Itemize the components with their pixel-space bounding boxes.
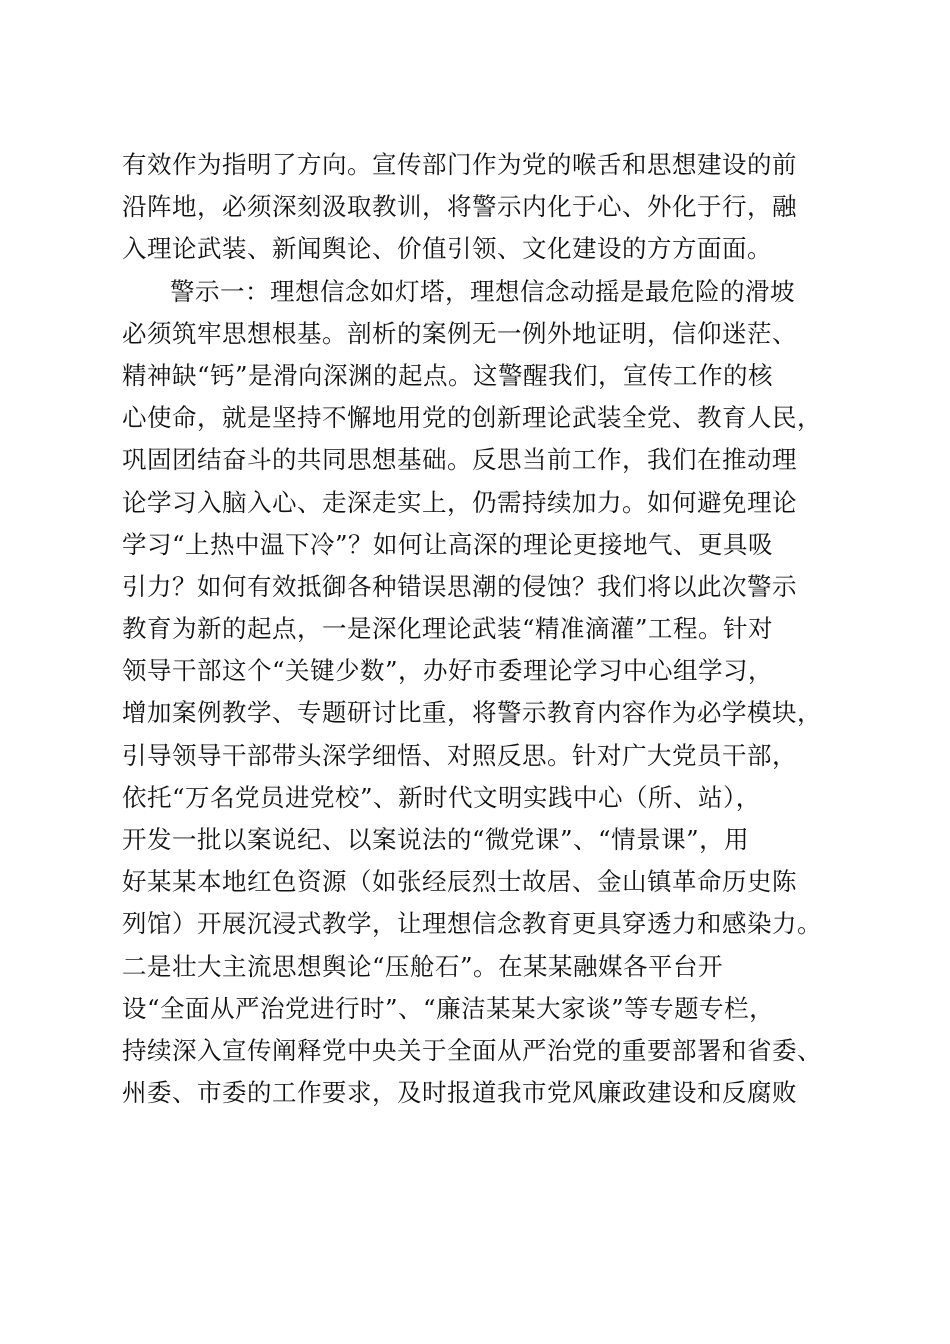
text-line: 州委、市委的工作要求，及时报道我市党风廉政建设和反腐败 [122,1078,797,1108]
text-line: 巩固团结奋斗的共同思想基础。反思当前工作，我们在推动理 [122,445,797,475]
text-line: 入理论武装、新闻舆论、价值引领、文化建设的方方面面。 [122,234,772,264]
body-text [122,144,842,1114]
text-line: 学习“上热中温下冷”？如何让高深的理论更接地气、更具吸 [122,529,774,559]
text-line: 持续深入宣传阐释党中央关于全面从严治党的重要部署和省委、 [122,1035,822,1065]
text-line: 必须筑牢思想根基。剖析的案例无一例外地证明，信仰迷茫、 [122,318,797,348]
text-line: 论学习入脑入心、走深走实上，仍需持续加力。如何避免理论 [122,487,797,517]
text-line: 教育为新的起点，一是深化理论武装“精准滴灌”工程。针对 [122,614,774,644]
text-line: 心使命，就是坚持不懈地用党的创新理论武装全党、教育人民， [122,403,822,433]
text-line: 沿阵地，必须深刻汲取教训，将警示内化于心、外化于行，融 [122,192,797,222]
text-line: 设“全面从严治党进行时”、“廉洁某某大家谈”等专题专栏， [122,993,775,1023]
text-line: 引力？如何有效抵御各种错误思潮的侵蚀？我们将以此次警示 [122,571,797,601]
text-line: 精神缺“钙”是滑向深渊的起点。这警醒我们，宣传工作的核 [122,360,774,390]
text-line: 有效作为指明了方向。宣传部门作为党的喉舌和思想建设的前 [122,150,797,179]
text-line: 领导干部这个“关键少数”，办好市委理论学习中心组学习， [122,656,774,686]
text-line: 开发一批以案说纪、以案说法的“微党课”、“情景课”，用 [122,825,750,854]
text-line: 依托“万名党员进党校”、新时代文明实践中心（所、站）， [122,782,761,812]
text-line: 二是壮大主流思想舆论“压舱石”。在某某融媒各平台开 [122,951,724,981]
text-line: 增加案例教学、专题研讨比重，将警示教育内容作为必学模块， [122,698,822,728]
text-line: 引导领导干部带头深学细悟、对照反思。针对广大党员干部， [122,740,797,770]
paragraph-start-line: 警示一：理想信念如灯塔，理想信念动摇是最危险的滑坡 [170,276,795,306]
text-line: 列馆）开展沉浸式教学，让理想信念教育更具穿透力和感染力。 [122,909,822,939]
text-line: 好某某本地红色资源（如张经辰烈士故居、金山镇革命历史陈 [122,867,797,897]
